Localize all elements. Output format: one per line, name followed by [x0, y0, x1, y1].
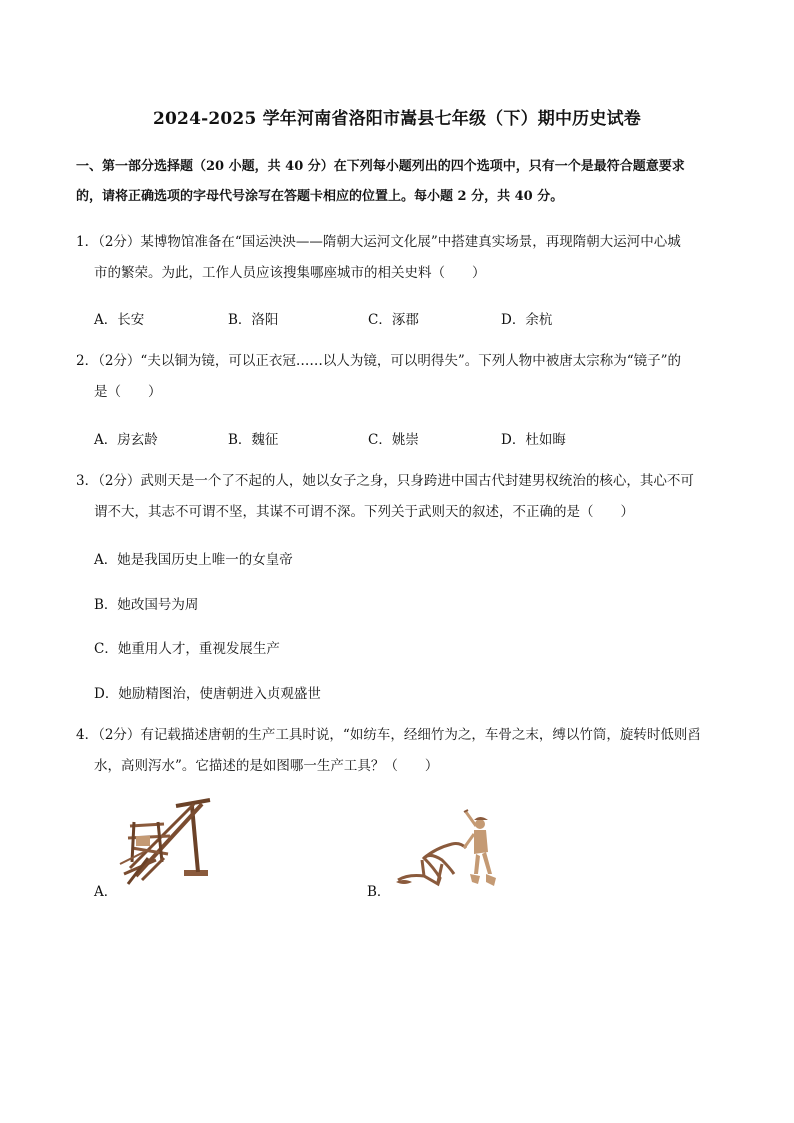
- option-a[interactable]: A．她是我国历史上唯一的女皇帝: [94, 552, 293, 568]
- option-d[interactable]: D．余杭: [501, 312, 553, 328]
- option-d[interactable]: D．杜如晦: [501, 432, 566, 448]
- section-instructions: [76, 152, 722, 212]
- option-a[interactable]: A．长安: [94, 312, 145, 328]
- question-1: [76, 227, 722, 289]
- question-1-line-2: 市的繁荣。为此，工作人员应该搜集哪座城市的相关史料（ ）: [94, 265, 486, 281]
- option-a[interactable]: A．: [94, 884, 118, 900]
- question-2-line-2: 是（ ）: [94, 384, 162, 400]
- plow-farmer-image[interactable]: [394, 808, 502, 894]
- question-2-line-1: 2．（2分）“夫以铜为镜，可以正衣冠……以人为镜，可以明得失”。下列人物中被唐太宗称为“镜子”的: [76, 353, 682, 369]
- question-1-line-1: 1．（2分）某博物馆准备在“国运泱泱——隋朝大运河文化展”中搭建真实场景，再现隋朝大运河中心城: [76, 234, 681, 250]
- option-c[interactable]: C．她重用人才，重视发展生产: [94, 641, 280, 657]
- water-wheel-image[interactable]: [118, 796, 214, 888]
- option-d[interactable]: D．她励精图治，使唐朝进入贞观盛世: [94, 686, 321, 702]
- section-line-1: 一、第一部分选择题（20 小题，共 40 分）在下列每小题列出的四个选项中，只有一个是最符合题意要求: [76, 159, 685, 174]
- option-c[interactable]: C．姚崇: [368, 432, 419, 448]
- question-3-line-2: 谓不大，其志不可谓不坚，其谋不可谓不深。下列关于武则天的叙述，不正确的是（ ）: [94, 504, 634, 520]
- option-c[interactable]: C．涿郡: [368, 312, 419, 328]
- option-b[interactable]: B．洛阳: [228, 312, 279, 328]
- option-b[interactable]: B．: [367, 884, 391, 900]
- question-4-line-1: 4．（2分）有记载描述唐朝的生产工具时说，“如纺车，经细竹为之，车骨之末，缚以竹筒，旋转时低则舀: [76, 727, 701, 743]
- option-b[interactable]: B．她改国号为周: [94, 597, 199, 613]
- question-2: [76, 346, 722, 408]
- question-3: [76, 466, 722, 528]
- section-line-2: 的，请将正确选项的字母代号涂写在答题卡相应的位置上。每小题 2 分，共 40 分。: [76, 189, 564, 204]
- option-b[interactable]: B．魏征: [228, 432, 279, 448]
- question-4-line-2: 水，高则泻水”。它描述的是如图哪一生产工具？（ ）: [94, 758, 439, 774]
- exam-title: 2024-2025 学年河南省洛阳市嵩县七年级（下）期中历史试卷: [152, 109, 641, 129]
- question-4: [76, 720, 722, 782]
- question-3-line-1: 3．（2分）武则天是一个了不起的人，她以女子之身，只身跨进中国古代封建男权统治的核心，其心不可: [76, 473, 694, 489]
- option-a[interactable]: A．房玄龄: [94, 432, 158, 448]
